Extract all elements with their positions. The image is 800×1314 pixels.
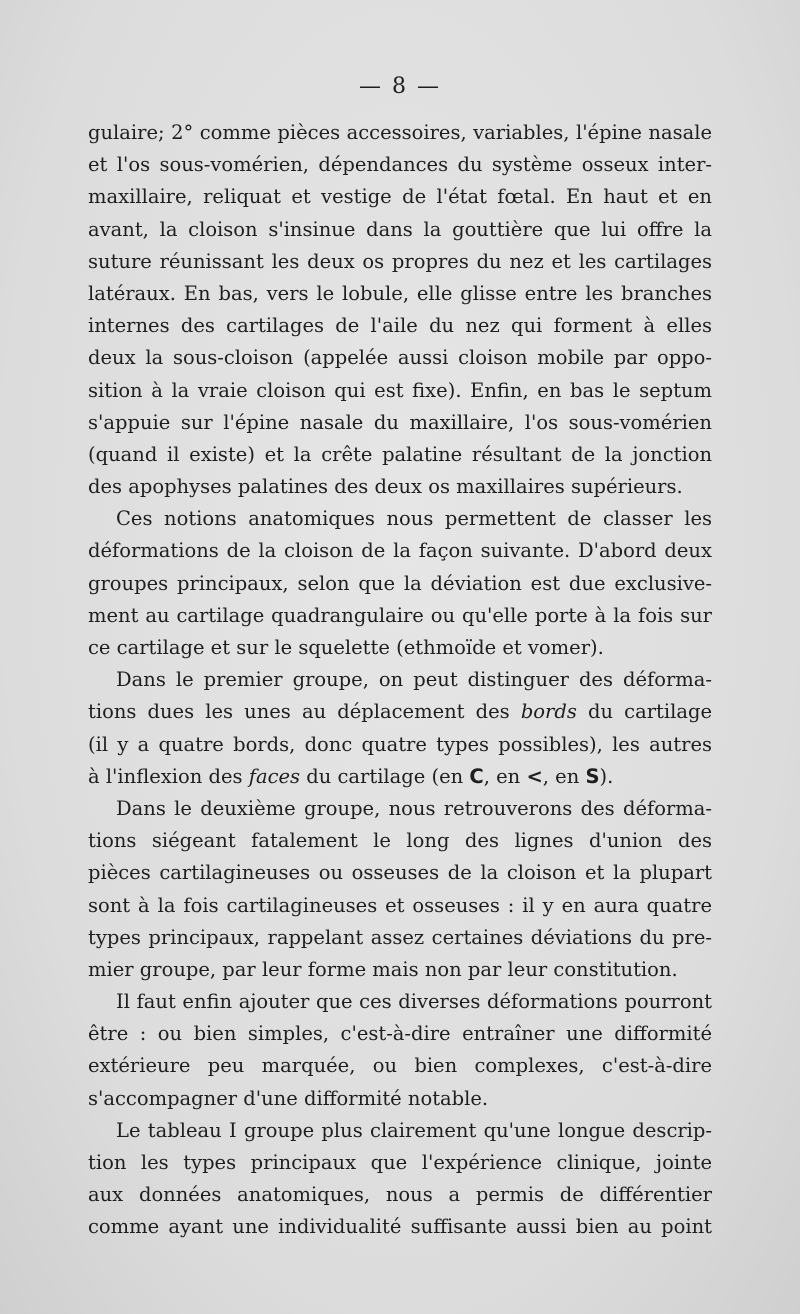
text-line: s'appuie sur l'épine nasale du maxillaire, l'os sous-vomérien	[88, 410, 712, 434]
text-line: et l'os sous-vomérien, dépendances du système osseux inter-	[88, 153, 712, 177]
text-line: tions siégeant fatalement le long des lignes d'union des	[88, 829, 712, 853]
text-line: groupes principaux, selon que la déviation est due exclusive-	[88, 571, 712, 595]
paragraph-start-line: Il faut enfin ajouter que ces diverses déformations pourront	[116, 990, 712, 1014]
paragraph-start-line: Dans le premier groupe, on peut distinguer des déforma-	[116, 668, 712, 692]
text-line: pièces cartilagineuses ou osseuses de la cloison et la plupart	[88, 861, 712, 885]
text-line: maxillaire, reliquat et vestige de l'état fœtal. En haut et en	[88, 185, 712, 209]
text-line	[88, 761, 712, 793]
text-line: ce cartilage et sur le squelette (ethmoïde et vomer).	[88, 636, 604, 659]
paragraph-start-line: Dans le deuxième groupe, nous retrouverons des déforma-	[116, 796, 712, 820]
text-line: ment au cartilage quadrangulaire ou qu'elle porte à la fois sur	[88, 603, 712, 627]
italic-term: faces	[248, 764, 301, 788]
text-span: à l'inflexion des	[88, 764, 249, 788]
text-span: tions dues les unes au déplacement des	[88, 700, 521, 724]
text-line: déformations de la cloison de la façon suivante. D'abord deux	[88, 539, 712, 563]
text-line: extérieure peu marquée, ou bien complexes, c'est-à-dire	[88, 1054, 712, 1078]
text-line: sition à la vraie cloison qui est fixe). Enfin, en bas le septum	[88, 378, 712, 402]
text-line: tion les types principaux que l'expérience clinique, jointe	[88, 1151, 712, 1174]
text-line: s'accompagner d'une difformité notable.	[88, 1086, 489, 1110]
text-line: mier groupe, par leur forme mais non par leur constitution.	[88, 957, 678, 981]
text-line: être : ou bien simples, c'est-à-dire entraîner une difformité	[88, 1022, 712, 1046]
text-span: du cartilage	[576, 700, 712, 724]
page-number: — 8 —	[359, 74, 441, 99]
text-span: ).	[599, 764, 614, 788]
text-line: des apophyses palatines des deux os maxillaires supérieurs.	[88, 475, 683, 499]
text-line: aux données anatomiques, nous a permis de différentier	[88, 1183, 712, 1207]
shape-angle: <	[526, 764, 543, 788]
text-line: suture réunissant les deux os propres du nez et les cartilages	[88, 249, 712, 273]
text-line: latéraux. En bas, vers le lobule, elle glisse entre les branches	[88, 281, 712, 305]
paragraph-start-line: Ces notions anatomiques nous permettent de classer les	[116, 507, 712, 531]
text-line: gulaire; 2° comme pièces accessoires, variables, l'épine nasale	[88, 121, 712, 144]
text-line: internes des cartilages de l'aile du nez qui forment à elles	[88, 314, 712, 338]
shape-letter-s: S	[585, 764, 600, 788]
text-span: , en	[483, 764, 527, 788]
text-span: , en	[542, 764, 586, 788]
text-line: deux la sous-cloison (appelée aussi cloison mobile par oppo-	[88, 346, 712, 370]
text-line: avant, la cloison s'insinue dans la gouttière que lui offre la	[88, 217, 712, 241]
italic-term: bords	[520, 700, 577, 724]
text-line: comme ayant une individualité suffisante aussi bien au point	[88, 1215, 712, 1239]
text-line	[88, 696, 712, 728]
text-line: (il y a quatre bords, donc quatre types possibles), les autres	[88, 732, 712, 756]
text-line: (quand il existe) et la crête palatine résultant de la jonction	[88, 442, 712, 466]
text-span: du cartilage (en	[300, 764, 470, 788]
text-line: sont à la fois cartilagineuses et osseuses : il y en aura quatre	[88, 893, 712, 917]
paragraph-start-line: Le tableau I groupe plus clairement qu'une longue descrip-	[116, 1118, 712, 1142]
shape-letter-c: C	[469, 764, 484, 788]
body-text	[88, 117, 712, 1244]
text-line: types principaux, rappelant assez certaines déviations du pre-	[88, 925, 712, 949]
